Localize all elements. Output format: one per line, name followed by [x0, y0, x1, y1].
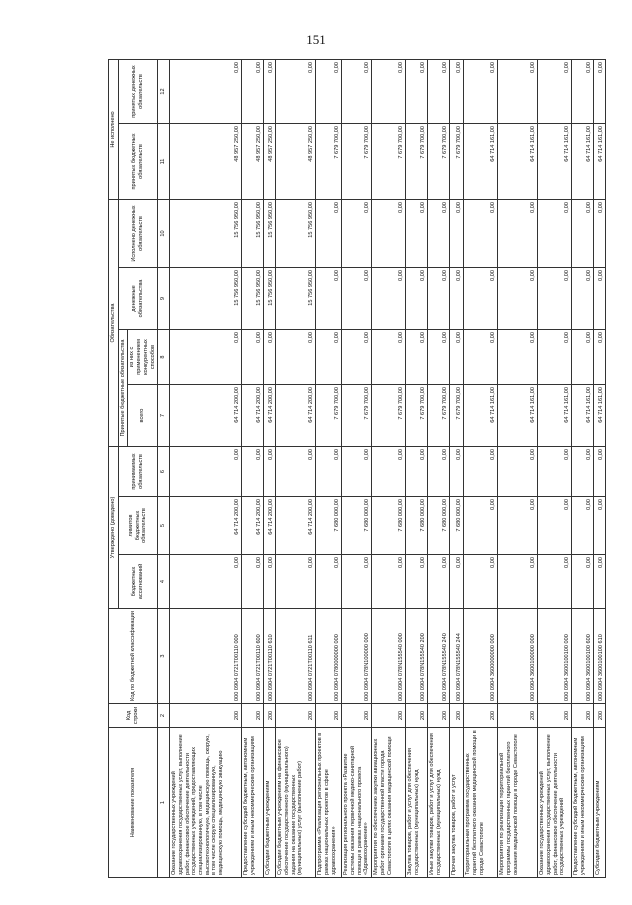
table-row: [372, 60, 406, 878]
row-value-cell: 0,00: [170, 60, 242, 124]
row-value-cell: 0,00: [406, 60, 428, 124]
row-value-cell: 0,00: [276, 60, 316, 124]
header-competitive: из них с применением конкурентных способов: [128, 330, 158, 385]
row-value-cell: 0,00: [428, 200, 450, 268]
row-kbk-cell: 000 0904 078N100000 000: [342, 609, 372, 704]
row-value-cell: 0,00: [406, 200, 428, 268]
row-value-cell: 0,00: [264, 555, 276, 609]
row-kbk-cell: 000 0904 078N155540 000: [372, 609, 406, 704]
row-value-cell: 0,00: [276, 555, 316, 609]
row-value-cell: 48 957 250,00: [264, 124, 276, 200]
row-value-cell: 7 679 700,00: [342, 385, 372, 447]
row-value-cell: 0,00: [464, 200, 498, 268]
row-name-cell: Оказание государственных учреждений здравоохранения государственных услуг, выполнение работ, финансовое обеспечение деятельности государственных учреждений, предоставляющих специализированную, в том числе высокотехнологичную, медицинскую помощь, скорую, в том числе скорую специализированную, медицинскую помощь, медицинскую эвакуацию: [170, 728, 242, 878]
row-name-cell: Субсидии бюджетным учреждениям: [594, 728, 606, 878]
row-code-cell: 200: [316, 704, 342, 728]
header-remaining: Не исполнено: [109, 60, 119, 200]
row-value-cell: 0,00: [342, 555, 372, 609]
row-name-cell: Мероприятия по обеспечению закупки авиационных работ органами государственной власти города Севастополя в целях оказания медицинской помощи: [372, 728, 406, 878]
column-index: 7: [158, 385, 170, 447]
row-value-cell: 64 714 161,00: [498, 385, 538, 447]
column-index: 2: [158, 704, 170, 728]
row-value-cell: 64 714 200,00: [170, 497, 242, 555]
column-index: 12: [158, 60, 170, 124]
row-value-cell: 0,00: [538, 330, 572, 385]
row-value-cell: 64 714 200,00: [242, 497, 264, 555]
row-value-cell: 0,00: [342, 268, 372, 330]
row-value-cell: 15 756 950,00: [276, 268, 316, 330]
row-value-cell: 7 680 000,00: [372, 497, 406, 555]
row-name-cell: Субсидии бюджетным учреждениям на финансовое обеспечение государственного (муниципального) задания на оказание государственных (муниципальных) услуг (выполнение работ): [276, 728, 316, 878]
row-kbk-cell: 000 0904 078N155540 200: [406, 609, 428, 704]
row-value-cell: 7 679 700,00: [428, 385, 450, 447]
header-executed: Исполнено денежных обязательств: [118, 200, 158, 268]
row-value-cell: 0,00: [464, 330, 498, 385]
header-limits: лимитов бюджетных обязательств: [118, 497, 158, 555]
row-name-cell: Реализация регионального проекта «Развитие системы оказания первичной медико-санитарной помощи в рамках национального проекта «Здравоохранение»: [342, 728, 372, 878]
table-row: [428, 60, 450, 878]
row-code-cell: 200: [538, 704, 572, 728]
row-kbk-cell: 000 0904 078N155540 240: [428, 609, 450, 704]
row-code-cell: 200: [594, 704, 606, 728]
page-number: 151: [306, 32, 326, 47]
row-name-cell: Мероприятия по реализации территориальной программы государственных гарантий бесплатного оказания медицинской помощи в городе Севастополе: [498, 728, 538, 878]
row-value-cell: 7 679 700,00: [372, 385, 406, 447]
row-value-cell: 0,00: [498, 555, 538, 609]
row-value-cell: 0,00: [572, 200, 594, 268]
row-value-cell: 48 957 250,00: [170, 124, 242, 200]
row-value-cell: 0,00: [572, 447, 594, 497]
row-value-cell: 64 714 200,00: [264, 497, 276, 555]
row-value-cell: 0,00: [316, 330, 342, 385]
row-value-cell: 0,00: [276, 447, 316, 497]
row-value-cell: 64 714 161,00: [538, 385, 572, 447]
row-value-cell: 0,00: [538, 60, 572, 124]
row-value-cell: 64 714 161,00: [498, 124, 538, 200]
row-value-cell: 7 679 700,00: [316, 385, 342, 447]
row-value-cell: 0,00: [498, 447, 538, 497]
row-value-cell: 15 756 950,00: [264, 268, 276, 330]
row-value-cell: 64 714 200,00: [170, 385, 242, 447]
row-kbk-cell: 000 0904 0780000000 000: [316, 609, 342, 704]
header-kbk: Код по бюджетной классификации: [109, 609, 158, 704]
row-value-cell: 0,00: [372, 555, 406, 609]
header-total: всего: [128, 385, 158, 447]
row-kbk-cell: 000 0904 0721Т00110 610: [264, 609, 276, 704]
row-value-cell: 0,00: [538, 497, 572, 555]
row-value-cell: 48 957 250,00: [242, 124, 264, 200]
row-value-cell: 0,00: [264, 447, 276, 497]
table-row: [498, 60, 538, 878]
row-value-cell: 0,00: [498, 268, 538, 330]
row-name-cell: Предоставление субсидий бюджетным, автономным учреждениям и иным некоммерческим организациям: [242, 728, 264, 878]
row-value-cell: 7 680 000,00: [406, 497, 428, 555]
table-row: [572, 60, 594, 878]
row-value-cell: 64 714 200,00: [242, 385, 264, 447]
row-value-cell: 0,00: [406, 447, 428, 497]
row-value-cell: 0,00: [276, 330, 316, 385]
header-accepted: Принятые бюджетные обязательства: [118, 330, 128, 447]
row-value-cell: 0,00: [372, 60, 406, 124]
row-name-cell: Подпрограмма «Реализация региональных проектов в рамках национальных проектов в сфере здравоохранения»: [316, 728, 342, 878]
row-value-cell: 0,00: [538, 447, 572, 497]
row-value-cell: 0,00: [372, 330, 406, 385]
row-value-cell: 0,00: [316, 555, 342, 609]
row-name-cell: Субсидии бюджетным учреждениям: [264, 728, 276, 878]
row-value-cell: 15 756 950,00: [264, 200, 276, 268]
row-name-cell: Прочая закупка товаров, работ и услуг: [450, 728, 464, 878]
row-value-cell: 0,00: [372, 268, 406, 330]
row-name-cell: Иные закупки товаров, работ и услуг для обеспечения государственных (муниципальных) нужд: [428, 728, 450, 878]
row-code-cell: 200: [342, 704, 372, 728]
row-value-cell: 0,00: [464, 60, 498, 124]
row-value-cell: 0,00: [450, 200, 464, 268]
row-code-cell: 200: [406, 704, 428, 728]
header-monetary: денежные обязательства: [118, 268, 158, 330]
row-value-cell: 0,00: [594, 200, 606, 268]
row-value-cell: 64 714 161,00: [464, 124, 498, 200]
row-value-cell: 0,00: [498, 330, 538, 385]
row-code-cell: 200: [276, 704, 316, 728]
row-value-cell: 15 756 950,00: [170, 268, 242, 330]
row-value-cell: 0,00: [464, 447, 498, 497]
column-index-row: [158, 60, 170, 878]
table-row: [342, 60, 372, 878]
row-value-cell: 0,00: [406, 268, 428, 330]
row-name-cell: Предоставление субсидий бюджетным, автономным учреждениям и иным некоммерческим организациям: [572, 728, 594, 878]
row-value-cell: 0,00: [242, 555, 264, 609]
row-value-cell: 64 714 161,00: [594, 385, 606, 447]
row-value-cell: 0,00: [498, 497, 538, 555]
row-value-cell: 0,00: [372, 200, 406, 268]
table-row: [594, 60, 606, 878]
header-accepted-monetary: принятых денежных обязательств: [118, 60, 158, 124]
row-value-cell: 15 756 950,00: [276, 200, 316, 268]
row-value-cell: 64 714 161,00: [538, 124, 572, 200]
row-value-cell: 0,00: [450, 330, 464, 385]
row-code-cell: 200: [572, 704, 594, 728]
row-value-cell: 64 714 161,00: [572, 124, 594, 200]
header-approved: Утверждено (доведено): [109, 447, 119, 609]
row-value-cell: 0,00: [170, 330, 242, 385]
row-value-cell: 0,00: [406, 330, 428, 385]
column-index: 11: [158, 124, 170, 200]
row-value-cell: 0,00: [428, 555, 450, 609]
row-kbk-cell: 000 0904 0721Т00110 000: [170, 609, 242, 704]
row-value-cell: 0,00: [464, 555, 498, 609]
row-value-cell: 7 680 000,00: [450, 497, 464, 555]
column-index: 1: [158, 728, 170, 878]
row-code-cell: 200: [264, 704, 276, 728]
row-value-cell: 0,00: [572, 60, 594, 124]
row-value-cell: 0,00: [264, 330, 276, 385]
table-row: [464, 60, 498, 878]
row-value-cell: 0,00: [538, 555, 572, 609]
column-index: 10: [158, 200, 170, 268]
row-value-cell: 0,00: [538, 268, 572, 330]
column-index: 6: [158, 447, 170, 497]
row-value-cell: 0,00: [594, 330, 606, 385]
row-value-cell: 0,00: [242, 330, 264, 385]
budget-table: [108, 59, 606, 878]
row-value-cell: 0,00: [450, 447, 464, 497]
row-value-cell: 0,00: [242, 60, 264, 124]
row-kbk-cell: 000 0904 0721Т00110 600: [242, 609, 264, 704]
table-row: [276, 60, 316, 878]
row-value-cell: 15 756 950,00: [242, 200, 264, 268]
row-value-cell: 0,00: [428, 447, 450, 497]
row-value-cell: 0,00: [342, 200, 372, 268]
row-value-cell: 7 679 700,00: [406, 124, 428, 200]
row-value-cell: 0,00: [594, 268, 606, 330]
row-value-cell: 0,00: [428, 330, 450, 385]
row-value-cell: 0,00: [572, 497, 594, 555]
column-index: 9: [158, 268, 170, 330]
row-value-cell: 0,00: [464, 497, 498, 555]
row-code-cell: 200: [428, 704, 450, 728]
row-value-cell: 0,00: [372, 447, 406, 497]
row-value-cell: 0,00: [594, 60, 606, 124]
header-approved-obligations: принимаемых обязательств: [118, 447, 158, 497]
row-code-cell: 200: [170, 704, 242, 728]
row-value-cell: 7 680 000,00: [316, 497, 342, 555]
row-value-cell: 0,00: [170, 555, 242, 609]
row-kbk-cell: 000 0904 3600000000 000: [464, 609, 498, 704]
header-budget-allocations: бюджетных ассигнований: [118, 555, 158, 609]
row-value-cell: 7 679 700,00: [342, 124, 372, 200]
row-name-cell: Оказание государственных учреждений здравоохранения государственных услуг, выполнение работ, финансовое обеспечение деятельности государственных учреждений: [538, 728, 572, 878]
row-value-cell: 64 714 200,00: [276, 497, 316, 555]
row-value-cell: 0,00: [498, 200, 538, 268]
row-value-cell: 0,00: [428, 268, 450, 330]
row-value-cell: 0,00: [594, 497, 606, 555]
row-value-cell: 7 680 000,00: [428, 497, 450, 555]
row-kbk-cell: 000 0904 078N155540 244: [450, 609, 464, 704]
row-value-cell: 0,00: [450, 268, 464, 330]
row-value-cell: 0,00: [594, 555, 606, 609]
row-code-cell: 200: [242, 704, 264, 728]
column-index: 4: [158, 555, 170, 609]
row-value-cell: 0,00: [572, 555, 594, 609]
row-kbk-cell: 000 0904 0721Т00110 611: [276, 609, 316, 704]
row-value-cell: 64 714 161,00: [464, 385, 498, 447]
row-value-cell: 0,00: [316, 200, 342, 268]
row-value-cell: 0,00: [342, 330, 372, 385]
row-value-cell: 0,00: [406, 555, 428, 609]
row-value-cell: 7 679 700,00: [316, 124, 342, 200]
row-value-cell: 64 714 161,00: [572, 385, 594, 447]
table-row: [264, 60, 276, 878]
row-kbk-cell: 000 0904 3600100000 000: [498, 609, 538, 704]
row-value-cell: 7 679 700,00: [450, 385, 464, 447]
row-value-cell: 0,00: [316, 60, 342, 124]
table-row: [450, 60, 464, 878]
row-value-cell: 0,00: [170, 447, 242, 497]
header-obligations: Обязательства: [109, 200, 119, 447]
row-value-cell: 64 714 200,00: [276, 385, 316, 447]
table-row: [242, 60, 264, 878]
row-value-cell: 64 714 161,00: [594, 124, 606, 200]
rotated-table-scan: [108, 60, 604, 878]
row-value-cell: 7 679 700,00: [372, 124, 406, 200]
row-code-cell: 200: [372, 704, 406, 728]
row-value-cell: 15 756 950,00: [242, 268, 264, 330]
table-row: [170, 60, 242, 878]
table-row: [316, 60, 342, 878]
row-value-cell: 7 679 700,00: [428, 124, 450, 200]
row-kbk-cell: 000 0904 3600100100 610: [594, 609, 606, 704]
row-value-cell: 0,00: [572, 330, 594, 385]
column-index: 5: [158, 497, 170, 555]
column-index: 8: [158, 330, 170, 385]
row-code-cell: 200: [450, 704, 464, 728]
row-value-cell: 0,00: [450, 555, 464, 609]
table-row: [406, 60, 428, 878]
row-value-cell: 0,00: [342, 60, 372, 124]
row-value-cell: 64 714 200,00: [264, 385, 276, 447]
header-accepted-budget: принятых бюджетных обязательств: [118, 124, 158, 200]
row-value-cell: 0,00: [594, 447, 606, 497]
row-value-cell: 0,00: [498, 60, 538, 124]
row-name-cell: Территориальная программа государственных гарантий бесплатного оказания медицинской помощи в городе Севастополе: [464, 728, 498, 878]
row-kbk-cell: 000 0904 3600100100 600: [572, 609, 594, 704]
row-value-cell: 0,00: [450, 60, 464, 124]
row-value-cell: 0,00: [264, 60, 276, 124]
row-value-cell: 7 680 000,00: [342, 497, 372, 555]
row-code-cell: 200: [498, 704, 538, 728]
row-value-cell: 0,00: [242, 447, 264, 497]
row-value-cell: 0,00: [316, 268, 342, 330]
row-value-cell: 0,00: [316, 447, 342, 497]
row-value-cell: 7 679 700,00: [406, 385, 428, 447]
row-value-cell: 48 957 250,00: [276, 124, 316, 200]
row-value-cell: 0,00: [538, 200, 572, 268]
header-code: Код строки: [109, 704, 158, 728]
row-value-cell: 15 756 950,00: [170, 200, 242, 268]
row-name-cell: Закупка товаров, работ и услуг для обеспечения государственных (муниципальных) нужд: [406, 728, 428, 878]
table-row: [538, 60, 572, 878]
row-code-cell: 200: [464, 704, 498, 728]
row-value-cell: 0,00: [572, 268, 594, 330]
row-value-cell: 0,00: [342, 447, 372, 497]
row-value-cell: 0,00: [428, 60, 450, 124]
row-kbk-cell: 000 0904 3600100100 000: [538, 609, 572, 704]
row-value-cell: 7 679 700,00: [450, 124, 464, 200]
column-index: 3: [158, 609, 170, 704]
row-value-cell: 0,00: [464, 268, 498, 330]
header-name: Наименование показателя: [109, 728, 158, 878]
